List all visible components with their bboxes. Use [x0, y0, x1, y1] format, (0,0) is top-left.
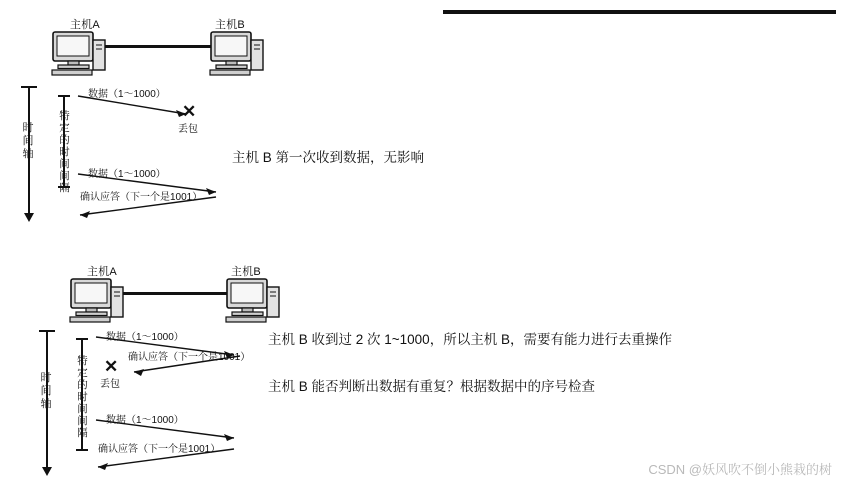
host-a-label-2: 主机A: [87, 266, 117, 278]
interval-tick-bottom-2: [76, 449, 88, 451]
interval-tick-top: [58, 95, 70, 97]
interval-label-2: 特定的时间间隔: [77, 355, 88, 439]
host-a-label: 主机A: [70, 19, 100, 31]
timeline-arrowhead: [24, 213, 34, 222]
interval-label: 特定的时间间隔: [59, 110, 70, 194]
host-a-computer-icon: [48, 30, 110, 78]
message-label-ack-dropped: 确认应答（下一个是1001）: [128, 352, 251, 363]
note-first-transmission: 主机 B 第一次收到数据，无影响: [232, 150, 425, 165]
message-label-data-2: 数据（1～1000）: [88, 169, 166, 180]
host-b-computer-icon: [206, 30, 268, 78]
timeline-arrowhead-2: [42, 467, 52, 476]
timeline-label: 时间轴: [22, 122, 34, 160]
host-b-label: 主机B: [215, 19, 245, 31]
message-label-data-4: 数据（1～1000）: [106, 415, 184, 426]
timeline-label-2: 时间轴: [40, 372, 52, 410]
packet-drop-x-icon-2: ✕: [104, 357, 119, 376]
watermark: CSDN @妖风吹不倒小熊栽的树: [648, 462, 832, 477]
diagram-retransmission: [0, 250, 846, 486]
host-b-computer-icon-2: [222, 277, 284, 325]
diagram-first-transmission: [0, 0, 846, 240]
drop-label-1: 丢包: [178, 124, 198, 135]
message-label-data-3: 数据（1～1000）: [106, 332, 184, 343]
drop-label-2: 丢包: [100, 379, 120, 390]
packet-drop-x-icon: ✕: [182, 102, 197, 121]
message-label-data-1: 数据（1～1000）: [88, 89, 166, 100]
host-a-computer-icon-2: [66, 277, 128, 325]
interval-tick-top-2: [76, 338, 88, 340]
note-sequence-number: 主机 B 能否判断出数据有重复？根据数据中的序号检查: [268, 379, 596, 394]
message-label-ack-2: 确认应答（下一个是1001）: [98, 444, 221, 455]
host-b-label-2: 主机B: [231, 266, 261, 278]
message-label-ack-1: 确认应答（下一个是1001）: [80, 192, 203, 203]
note-duplicate-detection: 主机 B 收到过 2 次 1~1000，所以主机 B，需要有能力进行去重操作: [268, 332, 672, 347]
